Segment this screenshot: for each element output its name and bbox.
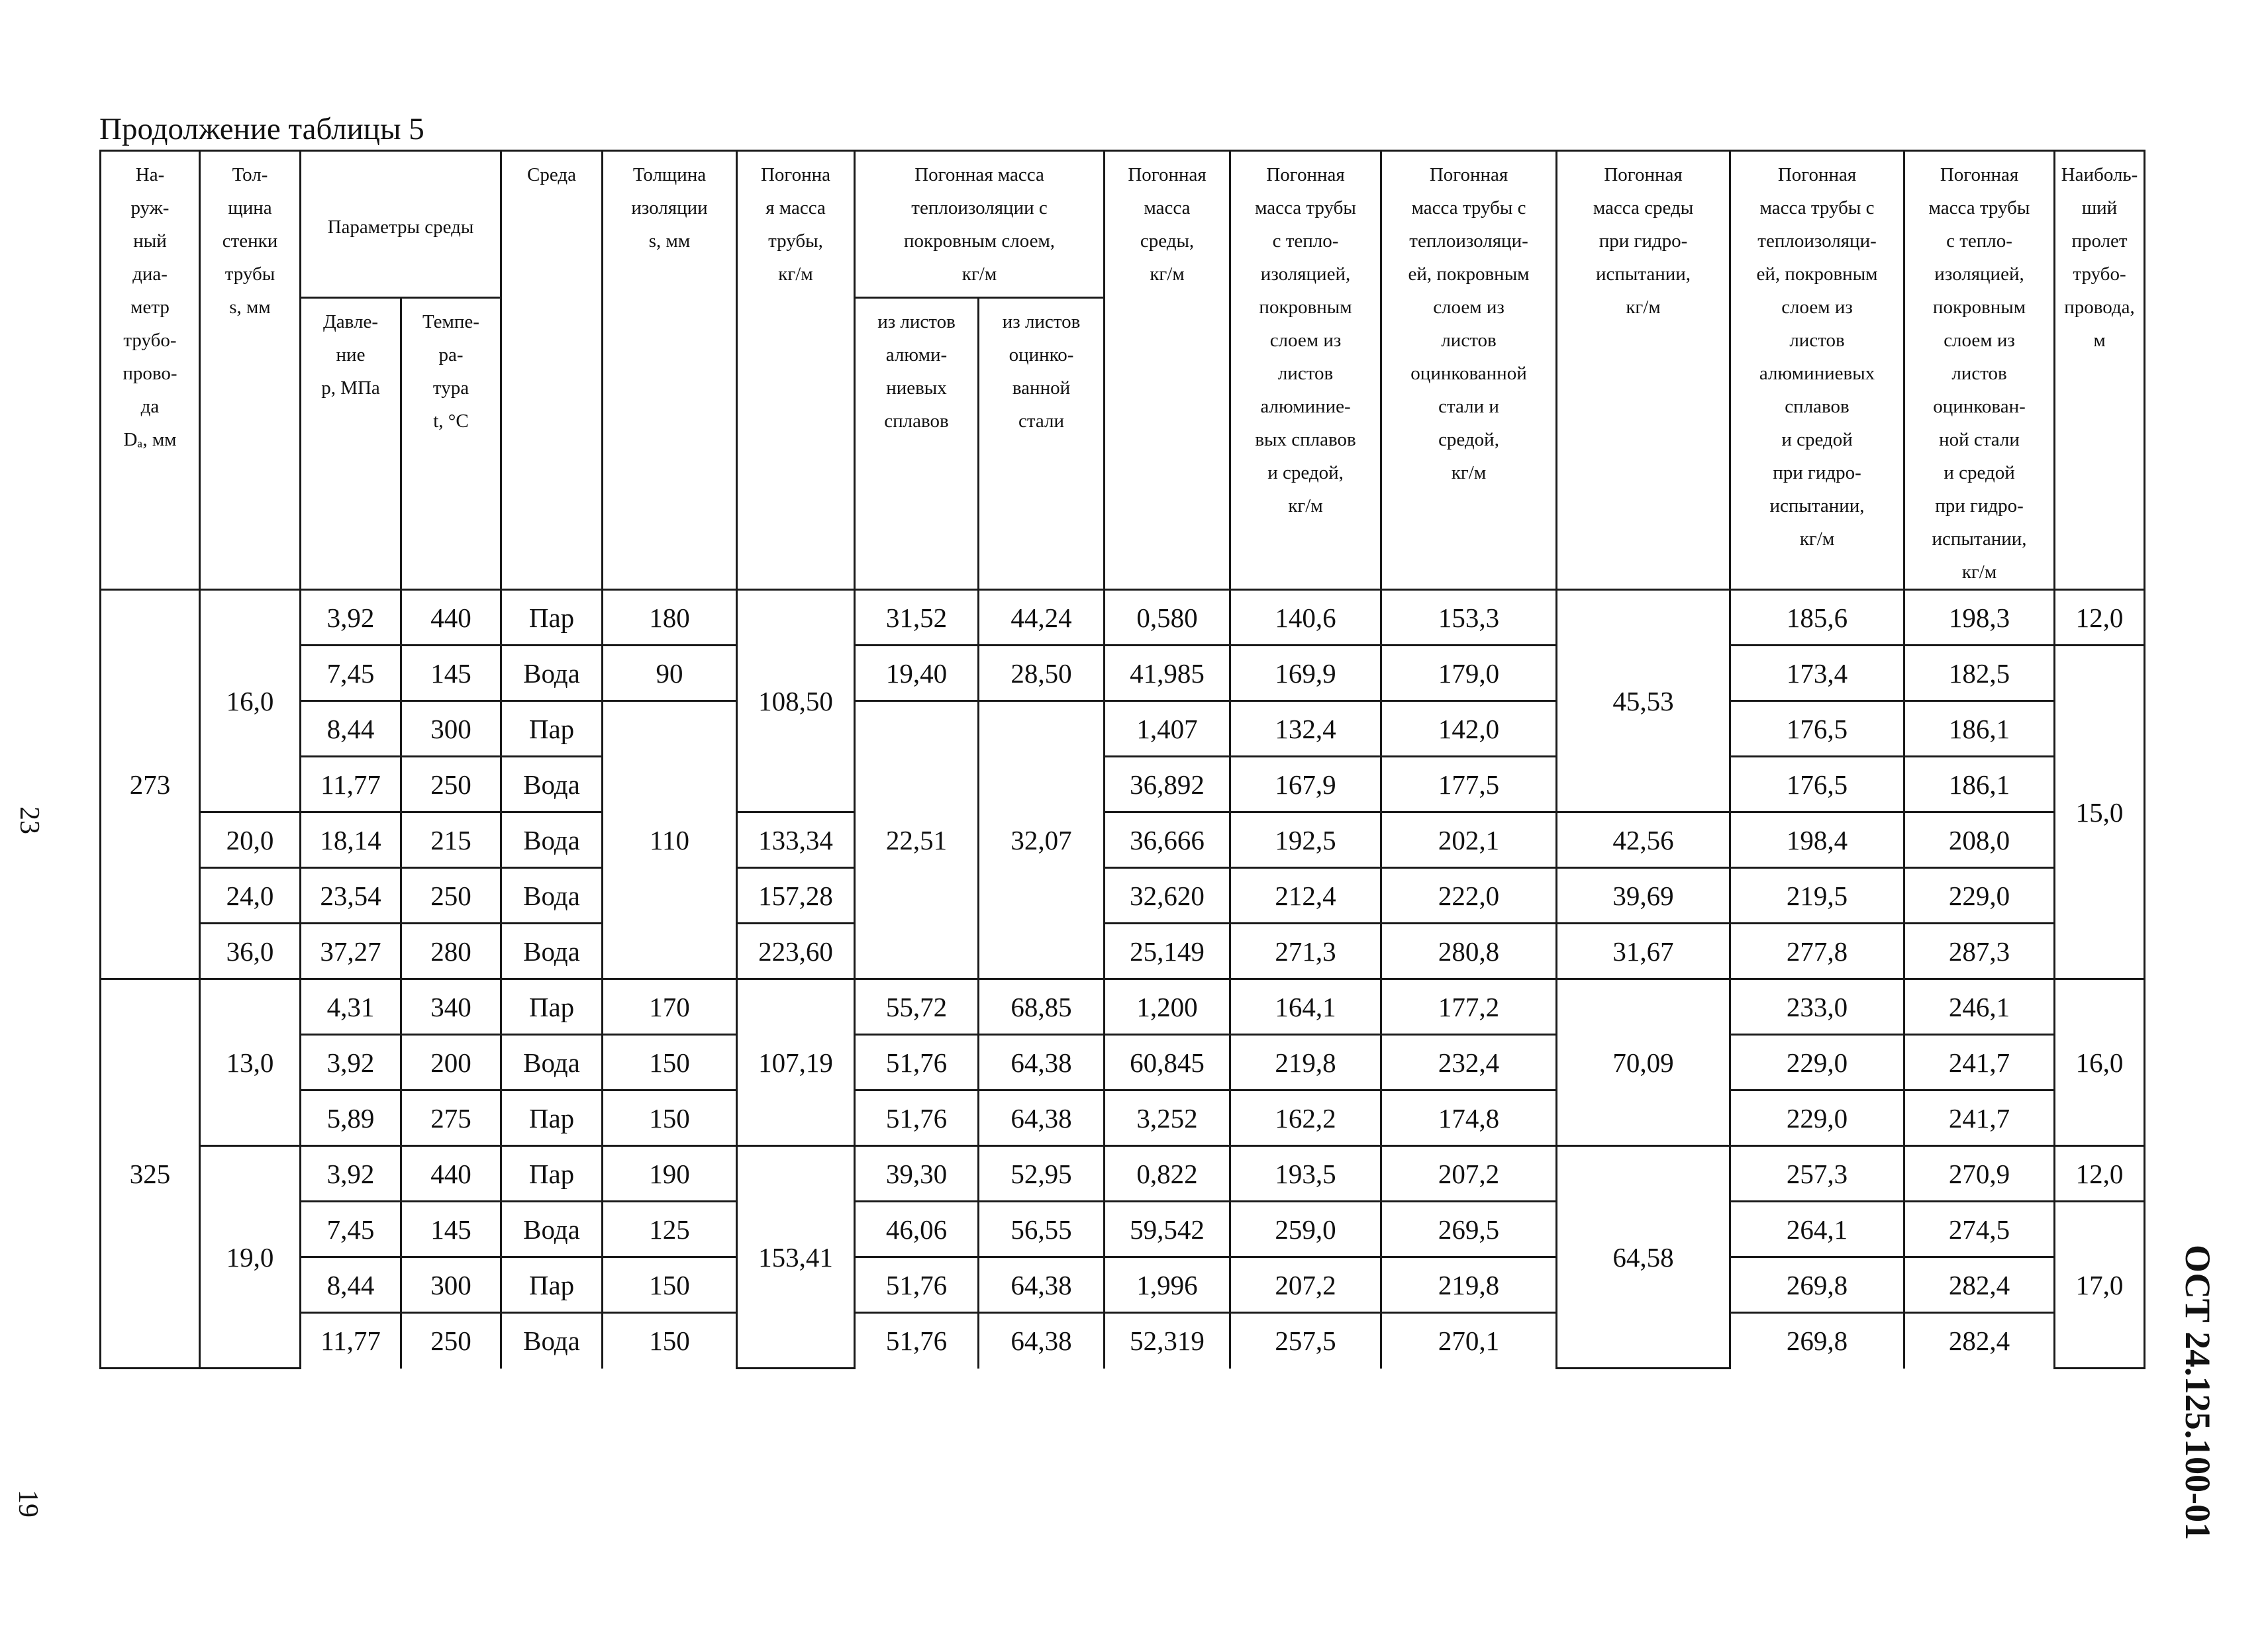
- header-line: изоляцией,: [1260, 264, 1351, 285]
- header-line: Погонная: [1128, 164, 1207, 185]
- page-number-23: 23: [14, 806, 44, 834]
- cell-pipe-zn-hydro: 198,3: [1904, 590, 2055, 646]
- header-line: оцинкованной: [1410, 363, 1527, 384]
- cell-medium: Пар: [501, 1146, 603, 1202]
- header-line: и средой: [1944, 462, 2015, 483]
- cell-pipe-al-hydro: 219,5: [1730, 868, 1904, 924]
- header-line: провода,: [2064, 297, 2135, 318]
- header-medium: Среда: [501, 151, 603, 590]
- header-line: ший: [2081, 197, 2118, 218]
- header-line: ной стали: [1939, 429, 2020, 450]
- cell-temperature: 200: [401, 1035, 501, 1090]
- cell-medium-mass: 36,666: [1105, 812, 1230, 868]
- header-line: и средой,: [1267, 462, 1344, 483]
- page-number-19: 19: [13, 1490, 43, 1518]
- cell-pipe-al-hydro: 185,6: [1730, 590, 1904, 646]
- header-line: тура: [432, 377, 469, 399]
- header-pipe-zn-hydro: [1904, 151, 2055, 590]
- cell-pipe-zn-hydro: 270,9: [1904, 1146, 2055, 1202]
- header-pressure: [301, 297, 401, 589]
- cell-medium: Вода: [501, 924, 603, 979]
- cell-insulation-thickness: 180: [603, 590, 737, 646]
- header-line: вых сплавов: [1255, 429, 1356, 450]
- cell-medium-mass: 36,892: [1105, 757, 1230, 812]
- header-line: слоем из: [1944, 330, 2015, 351]
- header-line: Темпе-: [422, 311, 479, 332]
- cell-pipe-zn-hydro: 287,3: [1904, 924, 2055, 979]
- cell-medium: Пар: [501, 701, 603, 757]
- cell-max-span: 12,0: [2055, 590, 2145, 646]
- header-line: На-: [135, 164, 165, 185]
- cell-pipe-zn-hydro: 282,4: [1904, 1257, 2055, 1313]
- cell-pressure: 37,27: [301, 924, 401, 979]
- cell-pressure: 8,44: [301, 1257, 401, 1313]
- header-pipe-al-medium: [1230, 151, 1381, 590]
- header-line: метр: [130, 297, 170, 318]
- cell-pipe-mass: 133,34: [737, 812, 855, 868]
- cell-pipe-al-hydro: 229,0: [1730, 1090, 1904, 1146]
- cell-medium-hydro: 31,67: [1557, 924, 1730, 979]
- cell-pipe-zn-hydro: 282,4: [1904, 1313, 2055, 1369]
- header-pipe-zn-medium: [1381, 151, 1557, 590]
- cell-pressure: 18,14: [301, 812, 401, 868]
- header-line: листов: [1441, 330, 1497, 351]
- cell-pipe-al-hydro: 257,3: [1730, 1146, 1904, 1202]
- header-line: кг/м: [1150, 264, 1185, 285]
- cell-medium-mass: 32,620: [1105, 868, 1230, 924]
- cell-pipe-al-medium: 167,9: [1230, 757, 1381, 812]
- cell-temperature: 275: [401, 1090, 501, 1146]
- cell-pipe-al-medium: 212,4: [1230, 868, 1381, 924]
- cell-medium-mass: 1,407: [1105, 701, 1230, 757]
- header-line: Погонная масса: [914, 164, 1044, 185]
- header-line: оцинко-: [1009, 344, 1074, 365]
- cell-al-mass: 46,06: [855, 1202, 979, 1257]
- cell-pipe-al-hydro: 198,4: [1730, 812, 1904, 868]
- cell-max-span: 16,0: [2055, 979, 2145, 1146]
- header-wall-thickness: [200, 151, 301, 590]
- cell-al-mass: 19,40: [855, 646, 979, 701]
- cell-pipe-zn-medium: 177,2: [1381, 979, 1557, 1035]
- header-line: слоем из: [1433, 297, 1504, 318]
- header-line: s, мм: [229, 297, 271, 318]
- header-line: при гидро-: [1773, 462, 1861, 483]
- cell-pipe-mass: 108,50: [737, 590, 855, 812]
- header-line: стали: [1018, 410, 1065, 432]
- header-line: кг/м: [1799, 528, 1835, 550]
- header-medium-mass: [1105, 151, 1230, 590]
- cell-pipe-al-hydro: 269,8: [1730, 1313, 1904, 1369]
- cell-pipe-al-hydro: 277,8: [1730, 924, 1904, 979]
- header-line: масса среды: [1593, 197, 1694, 218]
- header-line: Погонная: [1604, 164, 1683, 185]
- header-line: стали и: [1438, 396, 1499, 417]
- header-line: теплоизоляции с: [911, 197, 1048, 218]
- cell-wall-thickness: 13,0: [200, 979, 301, 1146]
- pipe-mass-table: [99, 150, 2145, 1369]
- header-outer-diameter: [101, 151, 200, 590]
- header-line: листов: [1277, 363, 1334, 384]
- cell-pressure: 11,77: [301, 1313, 401, 1369]
- header-line: масса трубы с: [1759, 197, 1875, 218]
- cell-temperature: 340: [401, 979, 501, 1035]
- header-zn-sheets: [979, 297, 1105, 589]
- cell-al-mass: 55,72: [855, 979, 979, 1035]
- cell-wall-thickness: 20,0: [200, 812, 301, 868]
- cell-medium: Вода: [501, 646, 603, 701]
- cell-medium: Пар: [501, 1090, 603, 1146]
- cell-pipe-zn-medium: 207,2: [1381, 1146, 1557, 1202]
- cell-pipe-zn-medium: 280,8: [1381, 924, 1557, 979]
- cell-pipe-al-medium: 257,5: [1230, 1313, 1381, 1369]
- header-line: м: [2093, 330, 2106, 351]
- header-line: средой,: [1438, 429, 1499, 450]
- cell-medium-mass: 1,200: [1105, 979, 1230, 1035]
- header-line: стенки: [222, 230, 278, 252]
- cell-zn-mass: 64,38: [979, 1035, 1105, 1090]
- cell-pipe-al-medium: 271,3: [1230, 924, 1381, 979]
- cell-medium-hydro: 64,58: [1557, 1146, 1730, 1369]
- cell-pipe-zn-medium: 179,0: [1381, 646, 1557, 701]
- header-insulation-thickness: [603, 151, 737, 590]
- cell-medium: Вода: [501, 1202, 603, 1257]
- cell-insulation-thickness: 170: [603, 979, 737, 1035]
- cell-insulation-thickness: 150: [603, 1090, 737, 1146]
- cell-pipe-zn-hydro: 186,1: [1904, 757, 2055, 812]
- cell-pipe-zn-medium: 270,1: [1381, 1313, 1557, 1369]
- header-max-span: [2055, 151, 2145, 590]
- header-line: листов: [1789, 330, 1845, 351]
- header-temperature: [401, 297, 501, 589]
- header-line: испытании,: [1595, 264, 1691, 285]
- cell-temperature: 300: [401, 701, 501, 757]
- cell-max-span: 17,0: [2055, 1202, 2145, 1369]
- header-line: Давле-: [323, 311, 378, 332]
- cell-pipe-al-medium: 207,2: [1230, 1257, 1381, 1313]
- cell-pipe-mass: 153,41: [737, 1146, 855, 1369]
- header-line: ра-: [438, 344, 464, 365]
- cell-pipe-al-hydro: 269,8: [1730, 1257, 1904, 1313]
- header-line: изоляции: [631, 197, 708, 218]
- cell-medium: Вода: [501, 1313, 603, 1369]
- cell-pressure: 8,44: [301, 701, 401, 757]
- header-line: оцинкован-: [1933, 396, 2026, 417]
- header-line: кг/м: [1451, 462, 1487, 483]
- header-line: кг/м: [1961, 561, 1997, 583]
- cell-temperature: 300: [401, 1257, 501, 1313]
- cell-wall-thickness: 36,0: [200, 924, 301, 979]
- cell-pipe-al-medium: 259,0: [1230, 1202, 1381, 1257]
- cell-pressure: 7,45: [301, 646, 401, 701]
- cell-medium-mass: 0,822: [1105, 1146, 1230, 1202]
- cell-al-mass: 39,30: [855, 1146, 979, 1202]
- cell-al-mass: 51,76: [855, 1035, 979, 1090]
- header-line: теплоизоляци-: [1409, 230, 1528, 252]
- header-line: Погонна: [760, 164, 831, 185]
- cell-pipe-al-hydro: 229,0: [1730, 1035, 1904, 1090]
- cell-al-mass: 31,52: [855, 590, 979, 646]
- cell-max-span: 12,0: [2055, 1146, 2145, 1202]
- table-caption: Продолжение таблицы 5: [99, 112, 424, 146]
- cell-pipe-al-hydro: 173,4: [1730, 646, 1904, 701]
- header-line: масса: [1144, 197, 1191, 218]
- header-line: с тепло-: [1946, 230, 2012, 252]
- header-line: пролет: [2071, 230, 2128, 252]
- cell-medium-mass: 1,996: [1105, 1257, 1230, 1313]
- header-line: при гидро-: [1599, 230, 1688, 252]
- header-line: при гидро-: [1935, 495, 2024, 516]
- cell-pressure: 3,92: [301, 590, 401, 646]
- cell-outer-diameter: 273: [101, 590, 200, 979]
- cell-medium-mass: 59,542: [1105, 1202, 1230, 1257]
- header-line: сплавов: [1785, 396, 1849, 417]
- cell-medium-mass: 60,845: [1105, 1035, 1230, 1090]
- cell-zn-mass: 52,95: [979, 1146, 1105, 1202]
- header-line: p, МПа: [321, 377, 380, 399]
- header-line: я масса: [765, 197, 826, 218]
- header-line: Тол-: [232, 164, 268, 185]
- cell-temperature: 440: [401, 1146, 501, 1202]
- cell-pipe-zn-medium: 142,0: [1381, 701, 1557, 757]
- header-line: кг/м: [961, 264, 997, 285]
- header-line: испытании,: [1769, 495, 1865, 516]
- header-pipe-mass: [737, 151, 855, 590]
- header-line: Погонная: [1777, 164, 1857, 185]
- cell-zn-mass: 44,24: [979, 590, 1105, 646]
- cell-medium: Вода: [501, 868, 603, 924]
- header-medium-hydro: [1557, 151, 1730, 590]
- cell-temperature: 440: [401, 590, 501, 646]
- cell-pipe-mass: 223,60: [737, 924, 855, 979]
- cell-al-mass: 51,76: [855, 1090, 979, 1146]
- cell-pipe-zn-hydro: 229,0: [1904, 868, 2055, 924]
- cell-temperature: 215: [401, 812, 501, 868]
- header-line: руж-: [130, 197, 170, 218]
- cell-wall-thickness: 16,0: [200, 590, 301, 812]
- cell-temperature: 145: [401, 646, 501, 701]
- cell-wall-thickness: 24,0: [200, 868, 301, 924]
- cell-pipe-al-hydro: 233,0: [1730, 979, 1904, 1035]
- cell-pressure: 23,54: [301, 868, 401, 924]
- header-line: сплавов: [884, 410, 949, 432]
- header-line: трубы: [224, 264, 275, 285]
- cell-pipe-al-medium: 169,9: [1230, 646, 1381, 701]
- cell-pipe-al-hydro: 264,1: [1730, 1202, 1904, 1257]
- header-line: испытании,: [1932, 528, 2027, 550]
- cell-pipe-zn-hydro: 241,7: [1904, 1090, 2055, 1146]
- cell-pipe-al-hydro: 176,5: [1730, 757, 1904, 812]
- cell-medium: Вода: [501, 757, 603, 812]
- cell-zn-mass: 64,38: [979, 1090, 1105, 1146]
- cell-pressure: 7,45: [301, 1202, 401, 1257]
- cell-medium: Пар: [501, 979, 603, 1035]
- cell-pipe-zn-medium: 219,8: [1381, 1257, 1557, 1313]
- header-line: s, мм: [648, 230, 691, 252]
- cell-pressure: 4,31: [301, 979, 401, 1035]
- cell-medium: Пар: [501, 590, 603, 646]
- cell-pressure: 5,89: [301, 1090, 401, 1146]
- header-line: из листов: [1002, 311, 1081, 332]
- cell-pipe-al-medium: 164,1: [1230, 979, 1381, 1035]
- cell-al-mass: 51,76: [855, 1257, 979, 1313]
- cell-pipe-al-medium: 193,5: [1230, 1146, 1381, 1202]
- header-line: слоем из: [1269, 330, 1342, 351]
- cell-temperature: 145: [401, 1202, 501, 1257]
- header-line: покровным: [1932, 297, 2026, 318]
- cell-medium-mass: 3,252: [1105, 1090, 1230, 1146]
- cell-temperature: 250: [401, 757, 501, 812]
- header-line: t, °C: [433, 410, 469, 432]
- header-line: теплоизоляци-: [1757, 230, 1877, 252]
- cell-temperature: 250: [401, 1313, 501, 1369]
- cell-zn-mass: 28,50: [979, 646, 1105, 701]
- cell-pipe-mass: 157,28: [737, 868, 855, 924]
- cell-insulation-thickness: 125: [603, 1202, 737, 1257]
- header-line: трубо-: [2073, 264, 2126, 285]
- header-line: и средой: [1781, 429, 1853, 450]
- cell-pipe-mass: 107,19: [737, 979, 855, 1146]
- cell-pipe-zn-hydro: 241,7: [1904, 1035, 2055, 1090]
- header-line: ей, покровным: [1756, 264, 1878, 285]
- header-line: среды,: [1140, 230, 1195, 252]
- header-line: масса трубы: [1255, 197, 1356, 218]
- header-insulation-mass: [855, 151, 1105, 298]
- cell-pipe-zn-hydro: 246,1: [1904, 979, 2055, 1035]
- header-line: кг/м: [778, 264, 813, 285]
- cell-medium-hydro: 70,09: [1557, 979, 1730, 1146]
- cell-insulation-thickness: 150: [603, 1313, 737, 1369]
- cell-pressure: 11,77: [301, 757, 401, 812]
- header-line: ние: [336, 344, 366, 365]
- cell-pipe-zn-hydro: 208,0: [1904, 812, 2055, 868]
- header-line: алюми-: [885, 344, 948, 365]
- cell-zn-mass: 64,38: [979, 1257, 1105, 1313]
- header-line: трубы,: [768, 230, 823, 252]
- header-line: из листов: [877, 311, 956, 332]
- header-line: масса трубы: [1928, 197, 2030, 218]
- header-line: покровным слоем,: [903, 230, 1056, 252]
- header-line: кг/м: [1626, 297, 1661, 318]
- cell-pipe-zn-medium: 222,0: [1381, 868, 1557, 924]
- cell-medium: Вода: [501, 1035, 603, 1090]
- cell-medium-mass: 52,319: [1105, 1313, 1230, 1369]
- header-pipe-al-hydro: [1730, 151, 1904, 590]
- cell-al-mass: 22,51: [855, 701, 979, 979]
- cell-pressure: 3,92: [301, 1035, 401, 1090]
- header-medium-params: Параметры среды: [301, 151, 501, 298]
- cell-medium: Пар: [501, 1257, 603, 1313]
- cell-temperature: 250: [401, 868, 501, 924]
- cell-pipe-al-medium: 162,2: [1230, 1090, 1381, 1146]
- header-line: листов: [1951, 363, 2007, 384]
- cell-medium-mass: 25,149: [1105, 924, 1230, 979]
- header-line: Погонная: [1429, 164, 1508, 185]
- header-line: покровным: [1259, 297, 1352, 318]
- cell-pipe-al-hydro: 176,5: [1730, 701, 1904, 757]
- cell-max-span: 15,0: [2055, 646, 2145, 979]
- cell-pipe-zn-medium: 177,5: [1381, 757, 1557, 812]
- cell-insulation-thickness: 190: [603, 1146, 737, 1202]
- header-line: алюминие-: [1260, 396, 1351, 417]
- cell-pipe-al-medium: 219,8: [1230, 1035, 1381, 1090]
- cell-pipe-al-medium: 132,4: [1230, 701, 1381, 757]
- header-line: масса трубы с: [1411, 197, 1526, 218]
- cell-pipe-zn-medium: 174,8: [1381, 1090, 1557, 1146]
- header-line: Погонная: [1266, 164, 1345, 185]
- header-line: ей, покровным: [1408, 264, 1530, 285]
- cell-pipe-zn-hydro: 274,5: [1904, 1202, 2055, 1257]
- cell-medium: Вода: [501, 812, 603, 868]
- cell-medium-hydro: 45,53: [1557, 590, 1730, 812]
- header-line: трубо-: [123, 330, 177, 351]
- cell-insulation-thickness: 110: [603, 701, 737, 979]
- header-line: Погонная: [1940, 164, 2019, 185]
- header-line: ванной: [1012, 377, 1071, 399]
- cell-pipe-zn-medium: 269,5: [1381, 1202, 1557, 1257]
- cell-pipe-zn-medium: 202,1: [1381, 812, 1557, 868]
- cell-zn-mass: 32,07: [979, 701, 1105, 979]
- cell-outer-diameter: 325: [101, 979, 200, 1369]
- header-line: с тепло-: [1272, 230, 1339, 252]
- cell-pipe-al-medium: 192,5: [1230, 812, 1381, 868]
- cell-medium-hydro: 39,69: [1557, 868, 1730, 924]
- cell-insulation-thickness: 150: [603, 1035, 737, 1090]
- header-line: кг/м: [1288, 495, 1323, 516]
- cell-zn-mass: 56,55: [979, 1202, 1105, 1257]
- cell-medium-mass: 0,580: [1105, 590, 1230, 646]
- cell-wall-thickness: 19,0: [200, 1146, 301, 1369]
- header-line: слоем из: [1781, 297, 1853, 318]
- cell-insulation-thickness: 90: [603, 646, 737, 701]
- cell-pipe-zn-medium: 153,3: [1381, 590, 1557, 646]
- cell-zn-mass: 68,85: [979, 979, 1105, 1035]
- cell-temperature: 280: [401, 924, 501, 979]
- header-line: изоляцией,: [1934, 264, 2024, 285]
- header-al-sheets: [855, 297, 979, 589]
- cell-zn-mass: 64,38: [979, 1313, 1105, 1369]
- header-line: диа-: [132, 264, 168, 285]
- header-line: алюминиевых: [1759, 363, 1875, 384]
- header-line: ный: [133, 230, 167, 252]
- cell-pressure: 3,92: [301, 1146, 401, 1202]
- cell-pipe-zn-hydro: 186,1: [1904, 701, 2055, 757]
- cell-medium-mass: 41,985: [1105, 646, 1230, 701]
- cell-insulation-thickness: 150: [603, 1257, 737, 1313]
- header-line: Наиболь-: [2061, 164, 2138, 185]
- header-line: ниевых: [886, 377, 947, 399]
- header-line: Dₐ, мм: [123, 429, 177, 450]
- header-line: щина: [228, 197, 272, 218]
- header-line: Толщина: [632, 164, 707, 185]
- header-line: да: [140, 396, 160, 417]
- cell-pipe-al-medium: 140,6: [1230, 590, 1381, 646]
- cell-pipe-zn-hydro: 182,5: [1904, 646, 2055, 701]
- cell-pipe-zn-medium: 232,4: [1381, 1035, 1557, 1090]
- cell-al-mass: 51,76: [855, 1313, 979, 1369]
- document-code: ОСТ 24.125.100-01: [2178, 1245, 2218, 1541]
- cell-medium-hydro: 42,56: [1557, 812, 1730, 868]
- header-line: прово-: [123, 363, 177, 384]
